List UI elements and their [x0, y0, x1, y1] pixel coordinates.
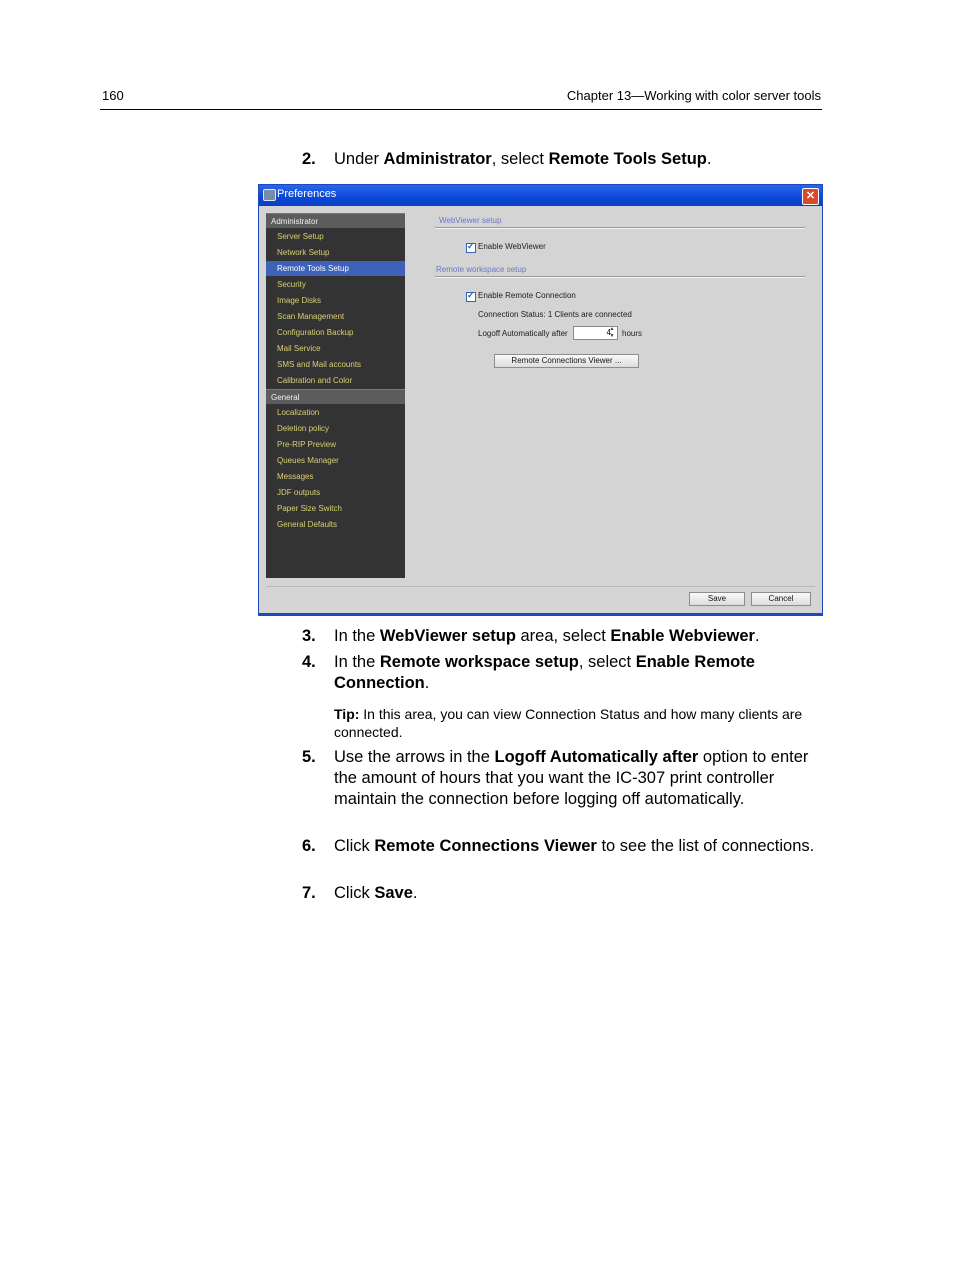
sidebar-item-server-setup[interactable]: Server Setup	[277, 232, 324, 241]
hours-label: hours	[622, 329, 643, 338]
save-button[interactable]: Save	[689, 592, 745, 606]
step-text	[334, 836, 824, 857]
step-text-run: option to enter the amount of hours that you want the IC-307 print controller maintain the connection before logging off automatically.	[334, 748, 809, 808]
bold-term: Logoff Automatically after	[494, 748, 699, 766]
sidebar-item-remote-tools-setup[interactable]: Remote Tools Setup	[266, 261, 405, 276]
step-text-run: In the	[334, 653, 380, 671]
sidebar-item-deletion-policy[interactable]: Deletion policy	[277, 424, 330, 433]
step-number: 4.	[302, 653, 316, 671]
enable-webviewer-checkbox[interactable]	[466, 243, 476, 253]
step-text-run: .	[754, 627, 760, 645]
group-divider	[435, 276, 805, 278]
app-icon	[263, 189, 276, 201]
bold-term: Enable Remote Connection	[334, 653, 755, 692]
chapter-title: Chapter 13—Working with color server tools	[566, 88, 821, 103]
step-text-run: .	[412, 884, 418, 902]
sidebar-item-queues-manager[interactable]: Queues Manager	[277, 456, 339, 465]
step-text-run: .	[424, 674, 430, 692]
step-text-run: Under	[334, 150, 384, 168]
sidebar-item-image-disks[interactable]: Image Disks	[277, 296, 322, 305]
enable-remote-checkbox[interactable]	[466, 292, 476, 302]
sidebar-item-jdf-outputs[interactable]: JDF outputs	[277, 488, 321, 497]
step-number: 6.	[302, 837, 316, 855]
connection-status: Connection Status: 1 Clients are connected	[478, 310, 632, 319]
sidebar-section-header[interactable]: Administrator	[266, 213, 405, 228]
preferences-sidebar	[266, 213, 405, 578]
step-text-run: , select	[578, 653, 636, 671]
footer-divider	[266, 586, 815, 587]
sidebar-item-security[interactable]: Security	[277, 280, 306, 289]
dialog-bottom-border	[259, 613, 822, 615]
bold-term: Remote Tools Setup	[548, 150, 707, 168]
tip-label: Tip:	[334, 706, 360, 722]
step-text	[334, 149, 824, 170]
step-number: 2.	[302, 150, 316, 168]
step-text-run: In the	[334, 627, 380, 645]
dialog-title: Preferences	[277, 188, 337, 200]
step-text-run: , select	[491, 150, 549, 168]
step-text-run: Click	[334, 837, 375, 855]
bold-term: Save	[374, 884, 413, 902]
step-text-run: .	[706, 150, 712, 168]
tip-note	[334, 705, 824, 741]
page-number: 160	[102, 88, 124, 103]
bold-term: Remote workspace setup	[379, 653, 579, 671]
step-number: 7.	[302, 884, 316, 902]
step-text	[334, 883, 824, 904]
sidebar-item-configuration-backup[interactable]: Configuration Backup	[277, 328, 354, 337]
sidebar-item-pre-rip-preview[interactable]: Pre-RIP Preview	[277, 440, 336, 449]
sidebar-item-messages[interactable]: Messages	[277, 472, 314, 481]
bold-term: Remote Connections Viewer	[374, 837, 597, 855]
step-text	[334, 652, 824, 694]
enable-webviewer-label: Enable WebViewer	[478, 242, 546, 251]
tip-text: In this area, you can view Connection Status and how many clients are connected.	[334, 706, 803, 740]
sidebar-item-scan-management[interactable]: Scan Management	[277, 312, 345, 321]
logoff-label: Logoff Automatically after	[478, 329, 568, 338]
step-number: 5.	[302, 748, 316, 766]
dialog-titlebar	[259, 185, 822, 206]
step-text-run: Use the arrows in the	[334, 748, 495, 766]
step-text	[334, 747, 824, 810]
sidebar-section-header[interactable]: General	[266, 389, 405, 404]
remote-connections-viewer-button[interactable]: Remote Connections Viewer ...	[494, 354, 639, 368]
bold-term: Enable Webviewer	[610, 627, 755, 645]
hours-stepper[interactable]: ▲ ▼	[609, 326, 615, 339]
step-number: 3.	[302, 627, 316, 645]
remote-workspace-title: Remote workspace setup	[436, 265, 527, 274]
sidebar-item-sms-and-mail-accounts[interactable]: SMS and Mail accounts	[277, 360, 362, 369]
sidebar-item-network-setup[interactable]: Network Setup	[277, 248, 330, 257]
step-text-run: Click	[334, 884, 375, 902]
bold-term: WebViewer setup	[379, 627, 516, 645]
step-text-run: to see the list of connections.	[596, 837, 815, 855]
group-divider	[435, 227, 805, 229]
preferences-dialog	[258, 184, 823, 616]
bold-term: Administrator	[383, 150, 492, 168]
enable-remote-label: Enable Remote Connection	[478, 291, 576, 300]
sidebar-item-calibration-and-color[interactable]: Calibration and Color	[277, 376, 353, 385]
close-icon[interactable]: ✕	[802, 188, 819, 205]
webviewer-setup-title: WebViewer setup	[439, 216, 502, 225]
sidebar-item-paper-size-switch[interactable]: Paper Size Switch	[277, 504, 342, 513]
cancel-button[interactable]: Cancel	[751, 592, 811, 606]
logoff-hours-input[interactable]: 4	[573, 326, 618, 340]
step-text-run: area, select	[515, 627, 611, 645]
header-rule	[100, 109, 822, 110]
sidebar-item-mail-service[interactable]: Mail Service	[277, 344, 321, 353]
sidebar-item-general-defaults[interactable]: General Defaults	[277, 520, 338, 529]
sidebar-item-localization[interactable]: Localization	[277, 408, 320, 417]
step-text	[334, 626, 824, 647]
